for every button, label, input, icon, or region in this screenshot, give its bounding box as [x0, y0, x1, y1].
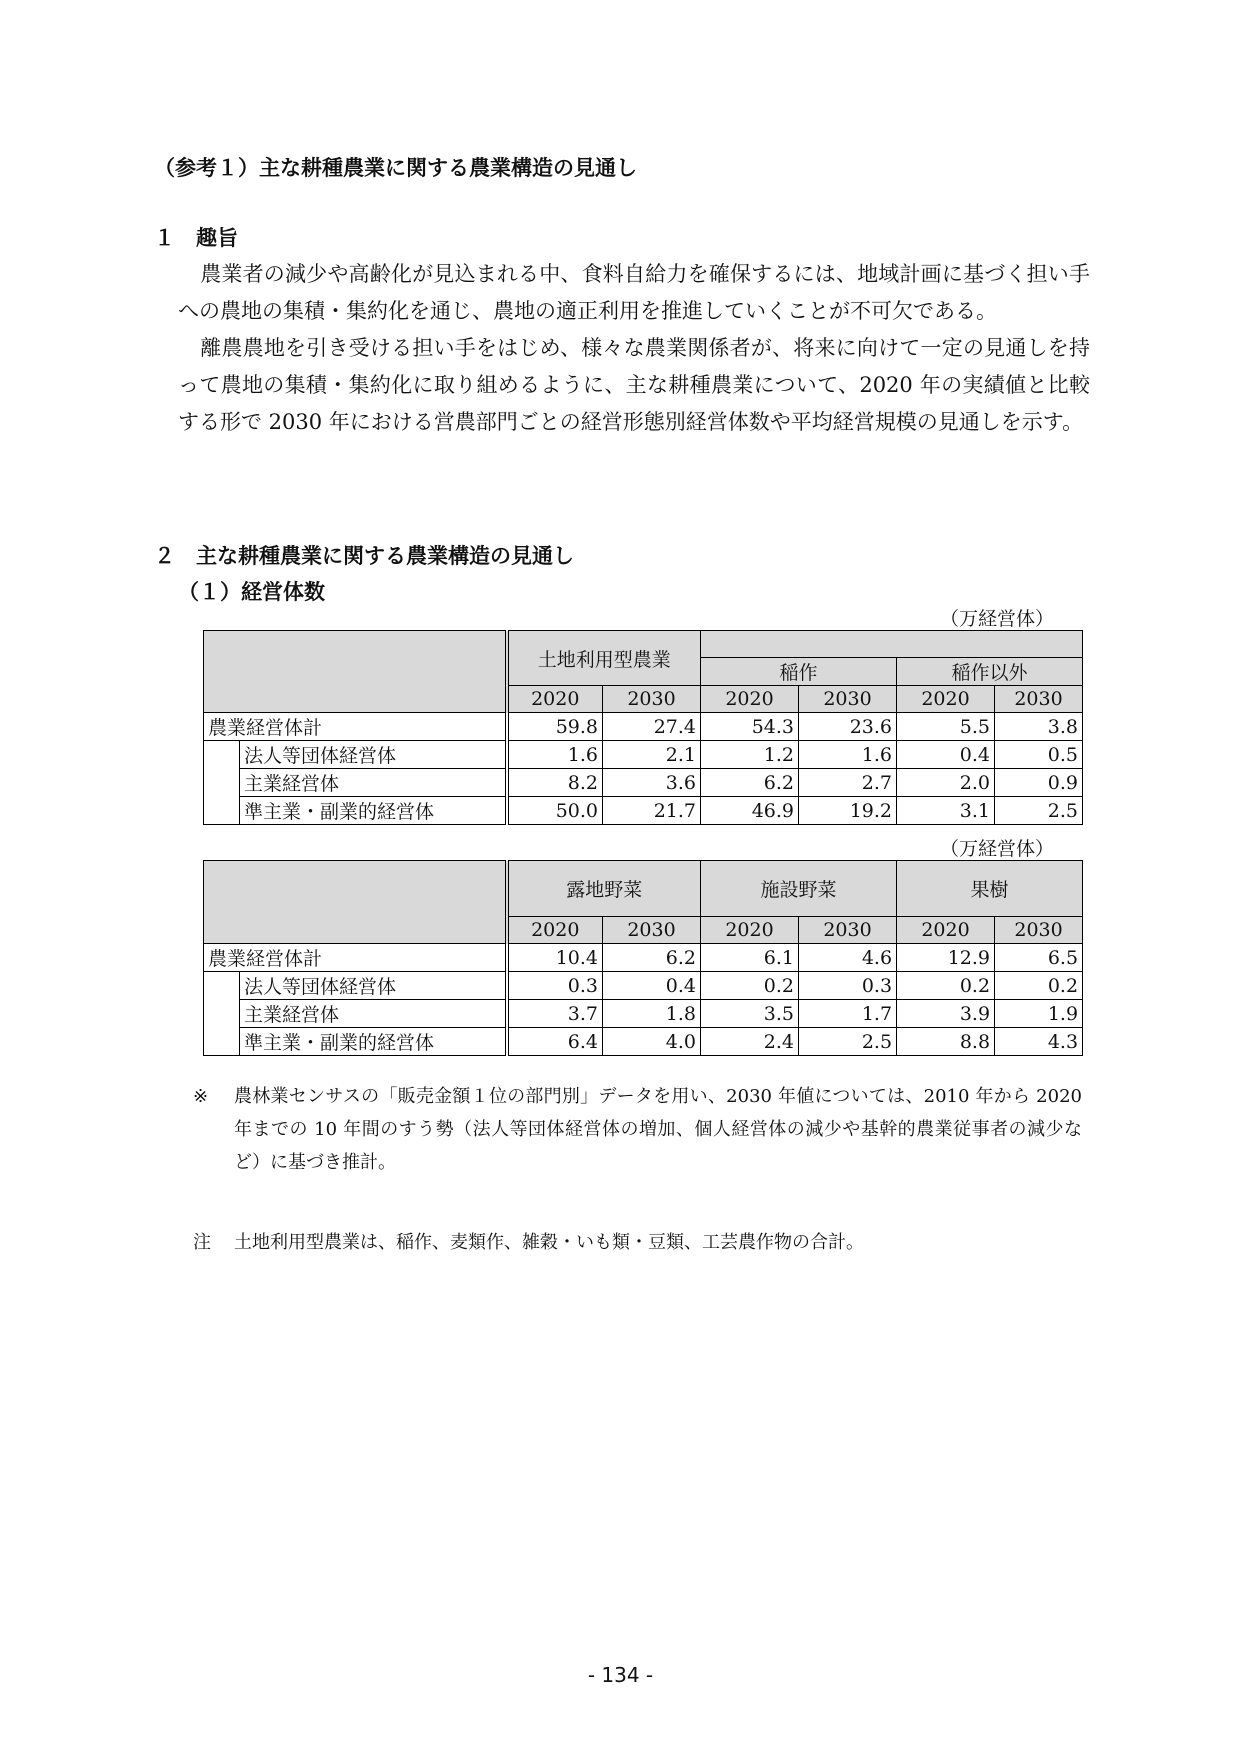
row-label: 準主業・副業的経営体 — [240, 1028, 507, 1056]
row-label: 農業経営体計 — [204, 944, 507, 972]
row-indent — [204, 741, 240, 769]
table-cell: 8.8 — [897, 1028, 995, 1056]
table-cell: 3.5 — [701, 1000, 799, 1028]
row-label: 法人等団体経営体 — [240, 972, 507, 1000]
table-cell: 0.5 — [995, 741, 1083, 769]
asterisk-note: 農林業センサスの「販売金額１位の部門別」データを用い、2030 年値については、2010 年から 2020 年までの 10 年間のすう勢（法人等団体経営体の増加、個人経営体の減少や基幹的農業従事者の減少など）に基づき推計。 — [234, 1086, 1082, 1173]
table-cell: 23.6 — [799, 713, 897, 741]
table-cell: 19.2 — [799, 797, 897, 825]
row-indent — [204, 769, 240, 797]
page-number: - 134 - — [587, 1663, 654, 1687]
table-cell: 50.0 — [507, 797, 603, 825]
table1-corner — [204, 631, 507, 713]
table1-group-header-extension — [701, 631, 1083, 658]
table-cell: 2.4 — [701, 1028, 799, 1056]
table1-group-header: 土地利用型農業 — [507, 631, 701, 686]
table1-year-header: 2030 — [799, 686, 897, 713]
table-cell: 3.1 — [897, 797, 995, 825]
table-cell: 12.9 — [897, 944, 995, 972]
section1-body — [178, 256, 1090, 441]
row-indent — [204, 972, 240, 1000]
table-cell: 54.3 — [701, 713, 799, 741]
table-row — [204, 741, 1083, 769]
table-cell: 27.4 — [603, 713, 701, 741]
table1-year-header: 2030 — [603, 686, 701, 713]
table2-group-header: 露地野菜 — [507, 861, 701, 917]
table-cell: 1.9 — [995, 1000, 1083, 1028]
table-cell: 5.5 — [897, 713, 995, 741]
section2-heading: ２ 主な耕種農業に関する農業構造の見通し — [154, 544, 574, 568]
note-mark: 注 — [193, 1232, 211, 1253]
table-cell: 59.8 — [507, 713, 603, 741]
table-cell: 0.2 — [995, 972, 1083, 1000]
table-cell: 1.2 — [701, 741, 799, 769]
row-label: 主業経営体 — [240, 1000, 507, 1028]
section1-paragraph: 農業者の減少や高齢化が見込まれる中、食料自給力を確保するには、地域計画に基づく担い手への農地の集積・集約化を通じ、農地の適正利用を推進していくことが不可欠である。 — [178, 262, 1090, 323]
row-label: 準主業・副業的経営体 — [240, 797, 507, 825]
table-cell: 0.2 — [701, 972, 799, 1000]
table-cell: 4.6 — [799, 944, 897, 972]
table1-unit: （万経営体） — [940, 608, 1055, 630]
table1 — [203, 630, 1083, 825]
table1-year-header: 2020 — [507, 686, 603, 713]
row-label: 法人等団体経営体 — [240, 741, 507, 769]
table-cell: 10.4 — [507, 944, 603, 972]
row-indent — [204, 1028, 240, 1056]
table1-year-header: 2020 — [897, 686, 995, 713]
table-row — [204, 1000, 1083, 1028]
table-row — [204, 713, 1083, 741]
table-cell: 2.0 — [897, 769, 995, 797]
table-cell: 1.6 — [507, 741, 603, 769]
section1-heading: １ 趣旨 — [154, 226, 238, 250]
table-cell: 6.2 — [603, 944, 701, 972]
row-label: 主業経営体 — [240, 769, 507, 797]
table-cell: 6.4 — [507, 1028, 603, 1056]
table2-group-header: 果樹 — [897, 861, 1083, 917]
table-cell: 4.0 — [603, 1028, 701, 1056]
row-indent — [204, 797, 240, 825]
table-cell: 0.2 — [897, 972, 995, 1000]
table-cell: 2.7 — [799, 769, 897, 797]
table-cell: 1.8 — [603, 1000, 701, 1028]
table-cell: 6.1 — [701, 944, 799, 972]
table-cell: 6.5 — [995, 944, 1083, 972]
table-row — [204, 944, 1083, 972]
table-cell: 0.3 — [799, 972, 897, 1000]
table-cell: 0.3 — [507, 972, 603, 1000]
table-cell: 1.7 — [799, 1000, 897, 1028]
table2 — [203, 860, 1083, 1056]
table-cell: 0.9 — [995, 769, 1083, 797]
table-cell: 3.9 — [897, 1000, 995, 1028]
table2-year-header: 2030 — [603, 917, 701, 944]
table-cell: 0.4 — [897, 741, 995, 769]
page-title: （参考１）主な耕種農業に関する農業構造の見通し — [154, 156, 637, 180]
table-cell: 3.8 — [995, 713, 1083, 741]
note-text: 土地利用型農業は、稲作、麦類作、雑穀・いも類・豆類、工芸農作物の合計。 — [234, 1232, 864, 1253]
table-cell: 2.1 — [603, 741, 701, 769]
table2-year-header: 2030 — [995, 917, 1083, 944]
table-row — [204, 1028, 1083, 1056]
table-cell: 4.3 — [995, 1028, 1083, 1056]
table1-year-header: 2020 — [701, 686, 799, 713]
section2-subheading: （１）経営体数 — [178, 580, 325, 604]
asterisk-mark: ※ — [193, 1086, 209, 1107]
table2-year-header: 2030 — [799, 917, 897, 944]
row-indent — [204, 1000, 240, 1028]
table-cell: 2.5 — [799, 1028, 897, 1056]
table2-year-header: 2020 — [897, 917, 995, 944]
table1-subgroup-header: 稲作以外 — [897, 658, 1083, 686]
table1-year-header: 2030 — [995, 686, 1083, 713]
table2-group-header: 施設野菜 — [701, 861, 897, 917]
table2-year-header: 2020 — [507, 917, 603, 944]
section1-paragraph: 離農農地を引き受ける担い手をはじめ、様々な農業関係者が、将来に向けて一定の見通しを持って農地の集積・集約化に取り組めるように、主な耕種農業について、2020 年の実績値と比較する形で 2030 年における営農部門ごとの経営形態別経営体数や平均経営規模の見通しを示す。 — [178, 336, 1090, 434]
table-cell: 8.2 — [507, 769, 603, 797]
table-cell: 46.9 — [701, 797, 799, 825]
table-cell: 6.2 — [701, 769, 799, 797]
table-row — [204, 769, 1083, 797]
table-cell: 1.6 — [799, 741, 897, 769]
table1-subgroup-header: 稲作 — [701, 658, 897, 686]
table-cell: 21.7 — [603, 797, 701, 825]
table2-unit: （万経営体） — [940, 838, 1055, 860]
table-cell: 3.6 — [603, 769, 701, 797]
row-label: 農業経営体計 — [204, 713, 507, 741]
table-row — [204, 972, 1083, 1000]
table-cell: 3.7 — [507, 1000, 603, 1028]
table2-year-header: 2020 — [701, 917, 799, 944]
table-cell: 2.5 — [995, 797, 1083, 825]
table-row — [204, 797, 1083, 825]
table-cell: 0.4 — [603, 972, 701, 1000]
table2-corner — [204, 861, 507, 944]
